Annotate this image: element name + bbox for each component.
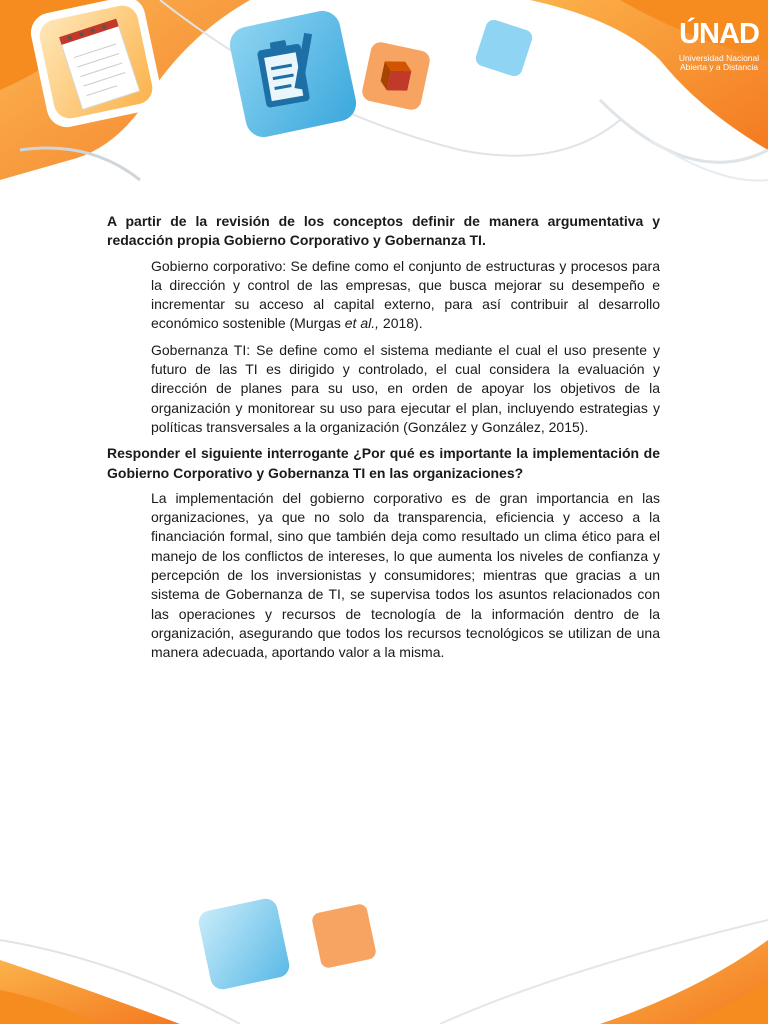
- logo-subtitle-line2: Abierta y a Distancia: [680, 62, 758, 72]
- document-body: [107, 212, 660, 670]
- logo-subtitle-line1: Universidad Nacional: [678, 53, 760, 63]
- footer-decoration: [0, 880, 768, 1024]
- answer-2: La implementación del gobierno corporativo es de gran importancia en las organizaciones, ya que no solo da transparencia, eficiencia y acceso a la financiación formal, sino que también deja como resultado un clima ético para el manejo de los conflictos de intereses, lo que aumenta los niveles de confianza y percepción de los inversionistas y consumidores; mientras que gracias a un sistema de Gobernanza de TI, se supervisa todos los asuntos relacionados con las operaciones y recursos de tecnología de la información dentro de la organización, asegurando que todos los recursos tecnológicos se utilizan de una manera adecuada, aportando valor a la misma.: [151, 489, 660, 661]
- answer-1a-end: 2018).: [379, 315, 423, 332]
- question-1: A partir de la revisión de los conceptos definir de manera argumentativa y redacción propia Gobierno Corporativo y Gobernanza TI.: [107, 213, 660, 249]
- question-2: Responder el siguiente interrogante ¿Por qué es importante la implementación de Gobierno Corporativo y Gobernanza TI en las organizaciones?: [107, 445, 660, 481]
- logo-name: ÚNAD: [679, 18, 759, 50]
- answer-1a-text: Gobierno corporativo: Se define como el conjunto de estructuras y procesos para la dirección y control de las empresas, que busca mejorar su desempeño e incrementar su acceso al capital externo, para así contribuir al desarrollo económico sostenible (Murgas: [151, 257, 660, 332]
- citation-et-al: et al.,: [344, 315, 380, 332]
- unad-logo: [676, 6, 762, 86]
- answer-gobernanza-ti: Gobernanza TI: Se define como el sistema mediante el cual el uso presente y futuro de las TI es dirigido y controlado, el cual considera la evaluación y dirección de planes para su uso, en orden de apoyar los objetivos de la organización y monitorear su uso para ejecutar el plan, incluyendo estrategias y políticas transversales a la organización (González y González, 2015).: [151, 341, 660, 435]
- answer-gobierno-corporativo: [151, 257, 660, 334]
- header-decoration: [0, 0, 768, 200]
